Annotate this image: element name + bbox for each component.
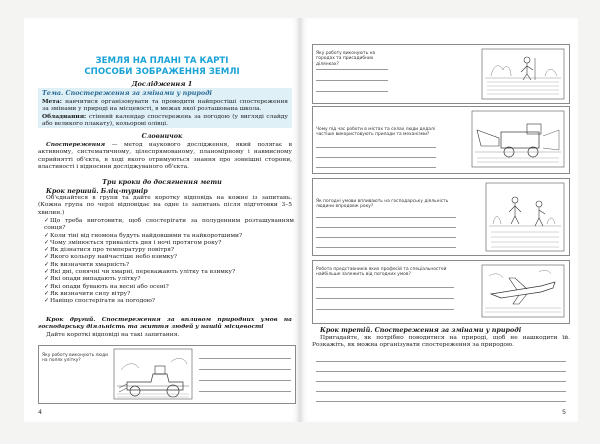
question-text: Які опади випадають улітку? <box>50 276 141 283</box>
question-text: Які опади бувають на весні або осені? <box>50 283 169 290</box>
step2-text: Дайте короткі відповіді на такі запитання. <box>46 332 180 338</box>
question-text: Які дні, сонячні чи хмарні, переважають улітку та взимку? <box>50 269 236 276</box>
check-icon: ✓ <box>44 283 49 290</box>
list-item <box>44 276 294 283</box>
airplane-illustration <box>481 264 565 318</box>
list-item <box>44 218 294 233</box>
step3-title: Крок третій. Спостереження за змінами у природі <box>320 326 522 334</box>
answer-line[interactable] <box>316 361 566 362</box>
answer-line[interactable] <box>316 401 566 402</box>
topic-box <box>38 88 292 128</box>
step3-text: Пригадайте, як потрібно поводитися на природі, щоб не нашкодити їй. Розкажіть, як можна організувати спостереження за природою. <box>312 335 570 349</box>
answer-box <box>38 345 296 404</box>
definition-paragraph <box>38 141 292 171</box>
chapter-title: ЗЕМЛЯ НА ПЛАНІ ТА КАРТІ <box>95 56 229 66</box>
study-label: Дослідження 1 <box>131 80 193 88</box>
answer-line[interactable] <box>316 309 454 310</box>
answer-line[interactable] <box>316 237 456 238</box>
answer-line[interactable] <box>316 391 566 392</box>
step1-title: Крок перший. Бліц-турнір <box>46 187 148 195</box>
list-item <box>44 269 294 276</box>
box-question: Яку роботу виконують люди на полях улітку? <box>42 353 108 364</box>
answer-line[interactable] <box>199 380 291 381</box>
question-text: Навіщо спостерігати за погодою? <box>50 298 156 305</box>
box-question: Чому під час роботи в містах та селах люди дедалі частіше використовують прилади та механізми? <box>316 127 435 138</box>
definition-text: — метод наукового дослідження, який полягає в активному, систематичному, цілеспрямованому, планомірному і навмисному сприйнятті об'єкта, в ході якого отримуються знання про зовнішні сторони, властивості і відносини досліджуваного об'єкта. <box>38 142 292 170</box>
answer-line[interactable] <box>316 167 436 168</box>
list-item <box>44 284 294 291</box>
harvester-illustration <box>113 348 193 400</box>
question-text: Що треба виготовити, щоб спостерігати за полуденним розташуванням сонця? <box>44 218 294 232</box>
step2-title: Крок другий. Спостереження за впливом природних умов на господарську діяльність та життя людей у нашій місцевості <box>38 316 292 331</box>
check-icon: ✓ <box>44 276 49 283</box>
list-item <box>44 291 294 298</box>
right-page <box>300 18 578 422</box>
topic-heading: Тема. Спостереження за змінами у природі <box>42 89 212 97</box>
equipment-label: Обладнання: <box>42 113 87 120</box>
page-number: 4 <box>38 408 43 416</box>
box-question: Робота представників яких професій та спеціальностей найбільше залежить від погодних умов? <box>316 267 447 278</box>
answer-line[interactable] <box>316 91 388 92</box>
answer-line[interactable] <box>316 381 566 382</box>
goal-label: Мета: <box>42 98 62 105</box>
list-item <box>44 233 294 240</box>
answer-line[interactable] <box>199 358 291 359</box>
goal-text: навчитися організовувати та проводити найпростіші спостереження за змінами у природі на місцевості, в межах якої розташована школа. <box>42 99 288 113</box>
check-icon: ✓ <box>44 290 49 297</box>
answer-line[interactable] <box>316 247 456 248</box>
box-question: Як погодні умови впливають на господарську діяльність людини впродовж року? <box>316 199 449 210</box>
answer-line[interactable] <box>316 227 456 228</box>
left-page <box>24 18 300 422</box>
check-icon: ✓ <box>44 247 49 254</box>
list-item <box>44 254 294 261</box>
answer-line[interactable] <box>199 391 291 392</box>
check-icon: ✓ <box>44 232 49 239</box>
question-list <box>44 218 294 306</box>
list-item <box>44 240 294 247</box>
equipment-paragraph <box>42 113 288 129</box>
check-icon: ✓ <box>44 261 49 268</box>
answer-line[interactable] <box>316 69 388 70</box>
answer-line[interactable] <box>316 80 388 81</box>
answer-box <box>312 106 570 174</box>
answer-line[interactable] <box>316 217 456 218</box>
answer-box <box>312 260 570 324</box>
dictionary-title: Словничок <box>141 132 183 140</box>
step1-text: Об'єднайтеся в групи та дайте коротку відповідь на кожне із запитань. (Кожна група по черзі відповідає на одне із запитань після підготовки 3–5 хвилин.) <box>38 195 292 216</box>
question-text: Якого кольору найчастіше небо взимку? <box>50 254 178 261</box>
list-item <box>44 298 294 305</box>
garden-illustration <box>481 48 565 100</box>
answer-line[interactable] <box>316 371 566 372</box>
check-icon: ✓ <box>44 218 49 224</box>
field-work-illustration <box>485 182 565 252</box>
answer-line[interactable] <box>316 298 454 299</box>
check-icon: ✓ <box>44 298 49 305</box>
answer-line[interactable] <box>316 287 454 288</box>
box-question: Яку роботу виконують на городах та присадибних ділянках? <box>316 51 376 67</box>
answer-box <box>312 178 570 256</box>
question-text: Чому змінюється тривалість дня і ночі протягом року? <box>50 239 222 246</box>
answer-line[interactable] <box>199 369 291 370</box>
question-text: Як визначити хмарність? <box>50 261 130 268</box>
answer-box <box>312 44 570 104</box>
check-icon: ✓ <box>44 239 49 246</box>
question-text: Як дізнатися про температуру повітря? <box>50 247 175 254</box>
chapter-subtitle: СПОСОБИ ЗОБРАЖЕННЯ ЗЕМЛІ <box>84 67 240 77</box>
definition-term: Спостереження <box>46 141 106 148</box>
goal-paragraph <box>42 98 288 114</box>
answer-line[interactable] <box>316 147 436 148</box>
equipment-text: стінний календар спостережень за погодою (у вигляді слайду або великого плакату), кольорові олівці. <box>42 114 288 128</box>
page-number: 5 <box>562 408 567 416</box>
list-item <box>44 262 294 269</box>
machinery-illustration <box>471 110 565 168</box>
answer-line[interactable] <box>316 157 436 158</box>
check-icon: ✓ <box>44 254 49 261</box>
check-icon: ✓ <box>44 269 49 276</box>
question-text: Як визначити силу вітру? <box>50 290 131 297</box>
question-text: Коли тіні від гномона будуть найдовшими та найкоротшими? <box>50 232 243 239</box>
steps-title: Три кроки до досягнення мети <box>102 178 222 186</box>
